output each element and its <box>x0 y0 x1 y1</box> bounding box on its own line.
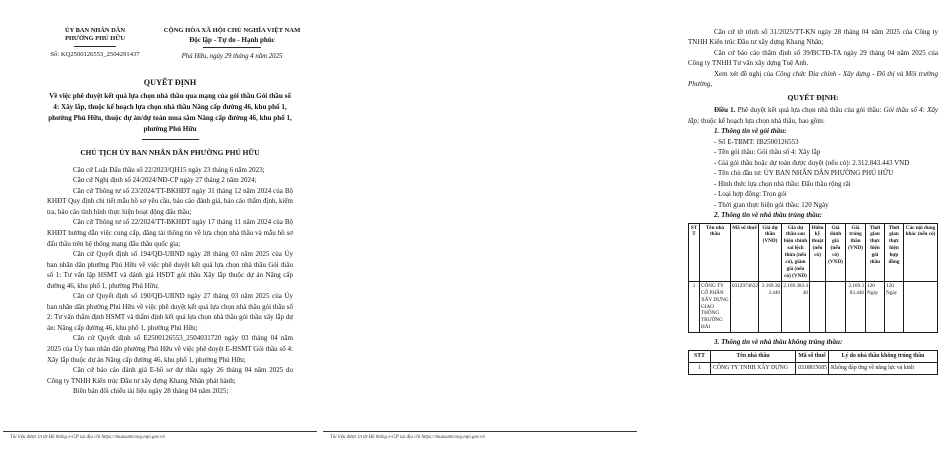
article-1-text-after: thuộc kế hoạch lựa chọn nhà thầu, bao gồm: <box>699 116 825 125</box>
package-info-item: - Tên gói thầu: Gói thầu số 4: Xây lắp <box>714 148 821 157</box>
page-footer-right <box>323 431 637 441</box>
winner-table-row <box>689 281 938 332</box>
package-info-item: - Giá gói thầu hoặc dự toán được duyệt (nếu có): 2.312.843.443 VND <box>714 158 910 167</box>
recital-paragraph: Căn cứ Quyết định số E2500126553_2504031720 ngày 03 tháng 04 năm 2025 của Ủy ban nhân dân phường Phú Hữu về việc phê duyệt E-HSMT Gói thầu số 4: Xây lắp thuộc dự án Nâng cấp đường 46, khu phố 1, phường Phú Hữu; <box>47 334 293 364</box>
nonwinner-header-ly-do: Lý do nhà thầu không trúng thầu <box>829 350 938 362</box>
recital-paragraph: Căn cứ tờ trình số 31/2025/TT-KN ngày 28 tháng 04 năm 2025 của Công ty TNHH Kiến trúc Đầu tư xây dựng Khang Nhân; <box>688 28 938 47</box>
doc-number: Số: KQ2500126553_2504291437 <box>50 50 140 58</box>
package-info-item: - Số E-TBMT: IB2500126553 <box>714 137 799 146</box>
winner-cell-thoi-gian-goi-thau: 120 Ngày <box>866 281 885 332</box>
nonwinner-cell-ten-nha-thau: CÔNG TY TNHH XÂY DỰNG <box>711 362 796 374</box>
recital-paragraph: Căn cứ Luật Đấu thầu số 22/2023/QH15 ngày 23 tháng 6 năm 2023; <box>73 165 265 174</box>
winner-cell-thoi-gian-hop-dong: 120 Ngày <box>885 281 904 332</box>
article-1-label: Điều 1. <box>714 106 736 115</box>
article-1-text-before: Phê duyệt kết quả lựa chọn nhà thầu của gói thầu: <box>735 106 884 115</box>
recitals-left <box>47 165 293 397</box>
consider-paragraph <box>688 69 938 90</box>
winner-header-diem-ky-thuat: Điểm kỹ thuật (nếu có) <box>810 223 826 281</box>
recital-paragraph: Biên bản đối chiếu tài liệu ngày 28 tháng 04 năm 2025; <box>73 387 229 396</box>
winner-header-thoi-gian-hop-dong: Thời gian thực hiện hợp đồng <box>885 223 904 281</box>
nonwinner-header-stt: STT <box>689 350 711 362</box>
national-heading-block <box>158 27 306 60</box>
winner-cell-gia-du-thau: 2.169.383.440 <box>759 281 782 332</box>
section-3-heading: 3. Thông tin về nhà thầu không trúng thầu: <box>714 338 843 347</box>
recital-paragraph: Căn cứ Quyết định số 194/QĐ-UBND ngày 28 tháng 03 năm 2025 của Ủy ban nhân dân phường Phú Hữu về việc phê duyệt kết quả lựa chọn nhà thầu Gói thầu số 1: Tư vấn lập HSMT và đánh giá HSDT gói thầu Xây lắp thuộc dự án Nâng cấp đường 46, khu phố 1, phường Phú Hữu; <box>47 250 293 290</box>
subject-underline <box>142 139 199 140</box>
nonwinner-cell-stt: 1 <box>689 362 711 374</box>
package-info-item: - Loại hợp đồng: Trọn gói <box>714 190 787 199</box>
page-left <box>0 0 320 457</box>
winner-header-ten-nha-thau: Tên nhà thầu <box>700 223 731 281</box>
footer-note: Tài liệu được in từ Hệ thống e-GP tại địa chỉ https://muasamcong.mpi.gov.vn <box>10 435 165 440</box>
nonwinner-header-ten-nha-thau: Tên nhà thầu <box>711 350 796 362</box>
right-page-body <box>688 27 938 375</box>
nonwinner-table-row <box>689 362 938 374</box>
package-info-item: - Hình thức lựa chọn nhà thầu: Đấu thầu rộng rãi <box>714 179 851 188</box>
winner-cell-gia-trung-thau: 2.169.383.440 <box>846 281 866 332</box>
recital-paragraph: Căn cứ Nghị định số 24/2024/NĐ-CP ngày 27 tháng 2 năm 2024; <box>73 176 257 185</box>
nonwinner-table <box>688 350 938 376</box>
org-name-line2: PHƯỜNG PHÚ HỮU <box>65 35 125 43</box>
org-name-line1: ỦY BAN NHÂN DÂN <box>65 27 125 34</box>
package-info-list <box>688 137 938 211</box>
footer-note: Tài liệu được in từ Hệ thống e-GP tại địa chỉ https://muasamcong.mpi.gov.vn <box>330 435 485 440</box>
winner-cell-gia-danh-gia <box>826 281 846 332</box>
issuing-authority: CHỦ TỊCH ỦY BAN NHÂN DÂN PHƯỜNG PHÚ HỮU <box>80 147 260 157</box>
document-header <box>40 27 306 60</box>
decision-heading: QUYẾT ĐỊNH: <box>787 92 839 102</box>
section-2-heading: 2. Thông tin về nhà thầu trúng thầu: <box>714 211 823 220</box>
winner-table-header-row <box>689 223 938 281</box>
nonwinner-header-ma-so-thue: Mã số thuế <box>796 350 829 362</box>
winner-header-gia-sau-hieu-chinh: Giá dự thầu sau hiệu chỉnh sai lệch thừa (nếu có), giảm giá (nếu có) (VND) <box>782 223 810 281</box>
winner-cell-ten-nha-thau: CÔNG TY CỔ PHẦN XÂY DỰNG GIAO THÔNG TRƯỜNG HẢI <box>700 281 731 332</box>
recital-paragraph: Căn cứ báo cáo thẩm định số 39/BCTĐ-TA ngày 29 tháng 04 năm 2025 của Công ty TNHH Tư vấn xây dựng Tuệ Anh. <box>688 48 938 68</box>
nonwinner-cell-ly-do: Không đáp ứng về năng lực và kinh <box>829 362 938 374</box>
issuing-org-block <box>40 27 150 60</box>
package-info-item: - Thời gian thực hiện gói thầu: 120 Ngày <box>714 200 829 209</box>
nonwinner-cell-ma-so-thue: 0318815685 <box>796 362 829 374</box>
winner-cell-stt: 1 <box>689 281 700 332</box>
article-1-italic: Gói thầu số 4: Xây lắp; <box>688 106 938 125</box>
motto-underline <box>203 47 261 48</box>
section-1-heading: 1. Thông tin về gói thầu: <box>714 127 787 136</box>
winner-header-gia-trung-thau: Giá trúng thầu (VND) <box>846 223 866 281</box>
winner-header-noi-dung-khac: Các nội dung khác (nếu có) <box>904 223 938 281</box>
recital-paragraph: Căn cứ Quyết định số 190/QĐ-UBND ngày 27 tháng 03 năm 2025 của Ủy ban nhân dân phường Phú Hữu về việc phê duyệt kết quả lựa chọn nhà thầu gói thầu số 2: Tư vấn thẩm định HSMT và thẩm định kết quả lựa chọn nhà thầu gói thầu xây lắp dự án: Nâng cấp đường 46, khu phố 1, phường Phú Hữu; <box>47 292 293 332</box>
winner-header-thoi-gian-goi-thau: Thời gian thực hiện gói thầu <box>866 223 885 281</box>
package-info-item: - Tên chủ đầu tư: ỦY BAN NHÂN DÂN PHƯỜNG PHÚ HỮU <box>714 169 894 178</box>
page-footer-left <box>3 431 317 441</box>
nonwinner-table-header-row <box>689 350 938 362</box>
page-right <box>320 0 938 457</box>
recital-paragraph: Căn cứ Thông tư số 23/2024/TT-BKHĐT ngày 31 tháng 12 năm 2024 của Bộ KHĐT Quy định chi tiết mẫu hồ sơ yêu cầu, báo cáo đánh giá, báo cáo thẩm định, kiểm tra, báo cáo tình hình thực hiện hoạt động đấu thầu; <box>47 186 293 216</box>
decision-subject: Về việc phê duyệt kết quả lựa chọn nhà thầu qua mạng của gói thầu Gói thầu số 4: Xây lắp, thuộc kế hoạch lựa chọn nhà thầu Nâng cấp đường 46, khu phố 1, phường Phú Hữu, thuộc dự án/dự toán mua sắm Nâng cấp đường 46, khu phố 1, phường Phú Hữu <box>48 91 292 134</box>
consider-italic: Công chức Địa chính - Xây dựng - Đô thị và Môi trường Phường, <box>688 69 938 89</box>
national-motto-line1: CỘNG HÒA XÃ HỘI CHỦ NGHĨA VIỆT NAM <box>163 27 301 34</box>
national-motto-line2: Độc lập - Tự do - Hạnh phúc <box>189 35 275 44</box>
winner-header-stt: STT <box>689 223 700 281</box>
consider-prefix: Xem xét đề nghị của <box>714 69 776 78</box>
decision-title: QUYẾT ĐỊNH <box>143 78 197 87</box>
recital-paragraph: Căn cứ báo cáo đánh giá E-hồ sơ dự thầu ngày 26 tháng 04 năm 2025 do Công ty TNHH Kiến trúc Đầu tư xây dựng Khang Nhân phát hành; <box>47 366 293 385</box>
recital-paragraph: Căn cứ Thông tư số 22/2024/TT-BKHĐT ngày 17 tháng 11 năm 2024 của Bộ KHĐT hướng dẫn việc cung cấp, đăng tải thông tin về lựa chọn nhà thầu và mẫu hồ sơ đấu thầu trên hệ thống mạng đấu thầu quốc gia; <box>47 218 293 248</box>
winner-cell-noi-dung-khac <box>904 281 938 332</box>
place-date: Phú Hữu, ngày 29 tháng 4 năm 2025 <box>181 52 283 60</box>
winner-header-gia-danh-gia: Giá đánh giá (nếu có) (VND) <box>826 223 846 281</box>
winner-table <box>688 223 938 334</box>
winner-cell-ma-so-thue: 0312974632 <box>731 281 759 332</box>
org-underline <box>74 46 116 47</box>
left-page-body <box>47 78 293 397</box>
winner-header-gia-du-thau: Giá dự thầu (VND) <box>759 223 782 281</box>
winner-cell-gia-sau-hieu-chinh: 2.169.383.440 <box>782 281 810 332</box>
winner-cell-diem-ky-thuat <box>810 281 826 332</box>
article-1-paragraph <box>688 105 938 126</box>
winner-header-ma-so-thue: Mã số thuế <box>731 223 759 281</box>
